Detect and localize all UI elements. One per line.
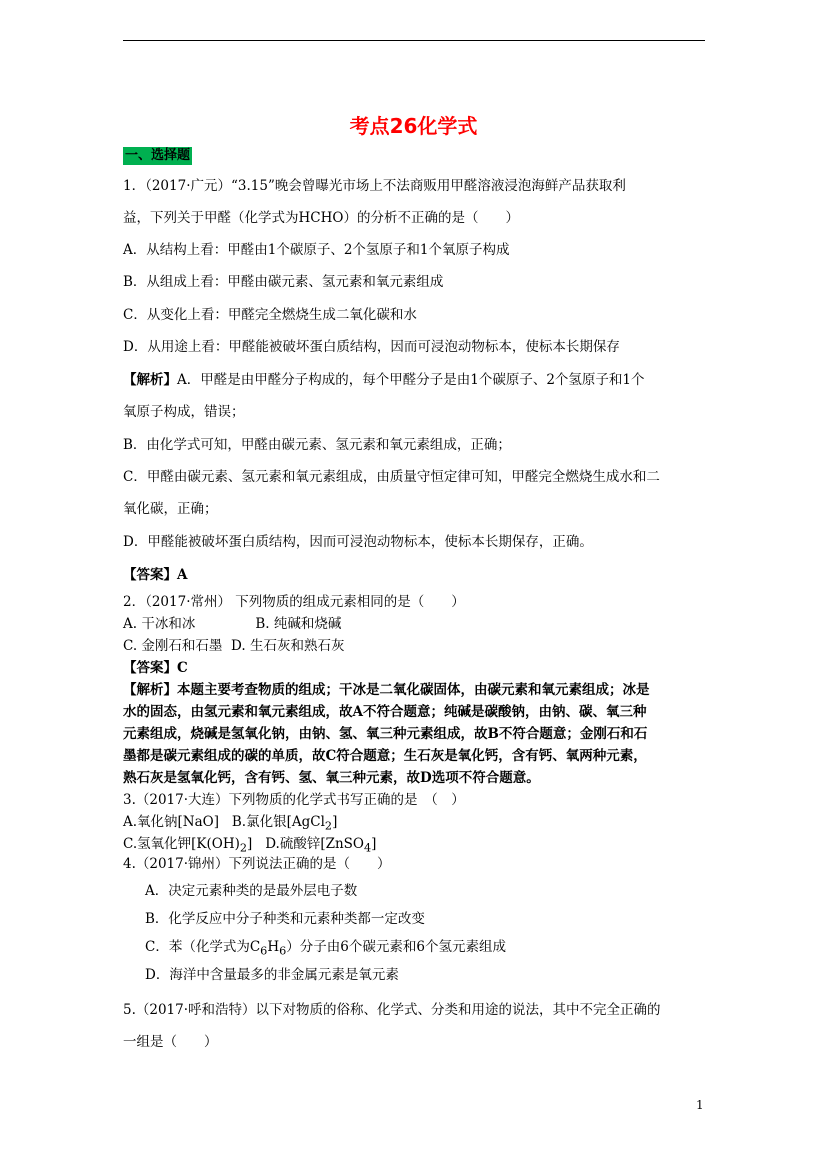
page-number: 1 [696, 1098, 704, 1112]
q1-answer: 【答案】A [123, 567, 188, 583]
q3-options-row1 [123, 810, 705, 833]
q1-analysis-line6: D．甲醛能被破坏蛋白质结构，因而可浸泡动物标本，使标本长期保存，正确。 [123, 534, 593, 550]
page-title: 考点26化学式 [349, 114, 478, 138]
q1-option-c: C．从变化上看：甲醛完全燃烧生成二氧化碳和水 [123, 307, 417, 323]
q2-option-d: D. 生石灰和熟石灰 [231, 638, 345, 654]
q2-analysis-line5: 熟石灰是氢氧化钙，含有钙、氢、氧三种元素，故D选项不符合题意。 [123, 770, 540, 786]
q1-option-d: D．从用途上看：甲醛能被破坏蛋白质结构，因而可浸泡动物标本，使标本长期保存 [123, 339, 620, 355]
q1-analysis-line5: 氧化碳，正确； [123, 501, 218, 517]
section-heading: 一、选择题 [125, 148, 191, 163]
q1-option-a: A．从结构上看：甲醛由1个碳原子、2个氢原子和1个氧原子构成 [123, 242, 510, 258]
q2-analysis-line3: 元素组成，烧碱是氢氧化钠，由钠、氢、氧三种元素组成，故B不符合题意；金刚石和石 [123, 726, 648, 742]
q5-stem-line1: 5.（2017·呼和浩特）以下对物质的俗称、化学式、分类和用途的说法，其中不完全正确的 [123, 1002, 661, 1018]
q2-option-b: B. 纯碱和烧碱 [255, 616, 342, 632]
q4-option-b: B．化学反应中分子种类和元素种类都一定改变 [145, 911, 425, 927]
q1-analysis-line3: B．由化学式可知，甲醛由碳元素、氢元素和氧元素组成，正确； [123, 437, 511, 453]
q2-analysis-line4: 墨都是碳元素组成的碳的单质，故C符合题意；生石灰是氧化钙，含有钙、氧两种元素， [123, 748, 647, 764]
header-rule [123, 40, 705, 41]
q3-stem: 3.（2017·大连）下列物质的化学式书写正确的是 （ ） [123, 792, 465, 808]
q2-options-row2 [123, 634, 705, 654]
q2-options-row1 [123, 612, 705, 632]
q1-analysis-line4: C．甲醛由碳元素、氢元素和氧元素组成，由质量守恒定律可知，甲醛完全燃烧生成水和二 [123, 469, 660, 485]
q2-option-a: A. 干冰和冰 [123, 616, 196, 632]
q1-analysis-tag: 【解析】 [123, 372, 177, 388]
q3-option-a: A.氧化钠[NaO] [123, 814, 220, 830]
q1-analysis-text: A．甲醛是由甲醛分子构成的，每个甲醛分子是由1个碳原子、2个氢原子和1个 [177, 372, 645, 388]
q5-stem-line2: 一组是（ ） [123, 1034, 218, 1050]
q3-option-b: B.氯化银[AgCl$_2$] [231, 814, 338, 833]
q1-stem-line2: 益，下列关于甲醛（化学式为HCHO）的分析不正确的是（ ） [123, 210, 519, 226]
q4-option-c: C．苯（化学式为$C_6H_6$）分子由6个碳元素和6个氢元素组成 [145, 939, 506, 958]
q2-analysis-line1: 【解析】本题主要考查物质的组成；干冰是二氧化碳固体，由碳元素和氧元素组成；冰是 [123, 682, 650, 698]
q4-option-d: D．海洋中含量最多的非金属元素是氧元素 [145, 967, 399, 983]
q2-stem: 2．（2017·常州） 下列物质的组成元素相同的是（ ） [123, 594, 465, 610]
q1-stem-line1: 1．（2017·广元）“3.15”晚会曾曝光市场上不法商贩用甲醛溶液浸泡海鲜产品获取利 [123, 178, 626, 194]
q1-analysis-line2: 氧原子构成，错误； [123, 404, 245, 420]
q3-option-c: C.氢氧化钾$[K(OH)_2]$ [123, 836, 253, 855]
q2-answer: 【答案】C [123, 660, 188, 676]
q1-analysis-line1 [123, 368, 705, 388]
q2-analysis-line2: 水的固态，由氢元素和氧元素组成，故A不符合题意；纯碱是碳酸钠，由钠、碳、氧三种 [123, 704, 647, 720]
q4-stem: 4.（2017·锦州）下列说法正确的是（ ） [123, 856, 391, 872]
q1-option-b: B．从组成上看：甲醛由碳元素、氢元素和氧元素组成 [123, 274, 444, 290]
q4-option-a: A．决定元素种类的是最外层电子数 [145, 883, 358, 899]
q3-option-d: D.硫酸锌[ZnSO$_4$] [265, 836, 377, 855]
q2-option-c: C. 金刚石和石墨 [123, 638, 223, 654]
